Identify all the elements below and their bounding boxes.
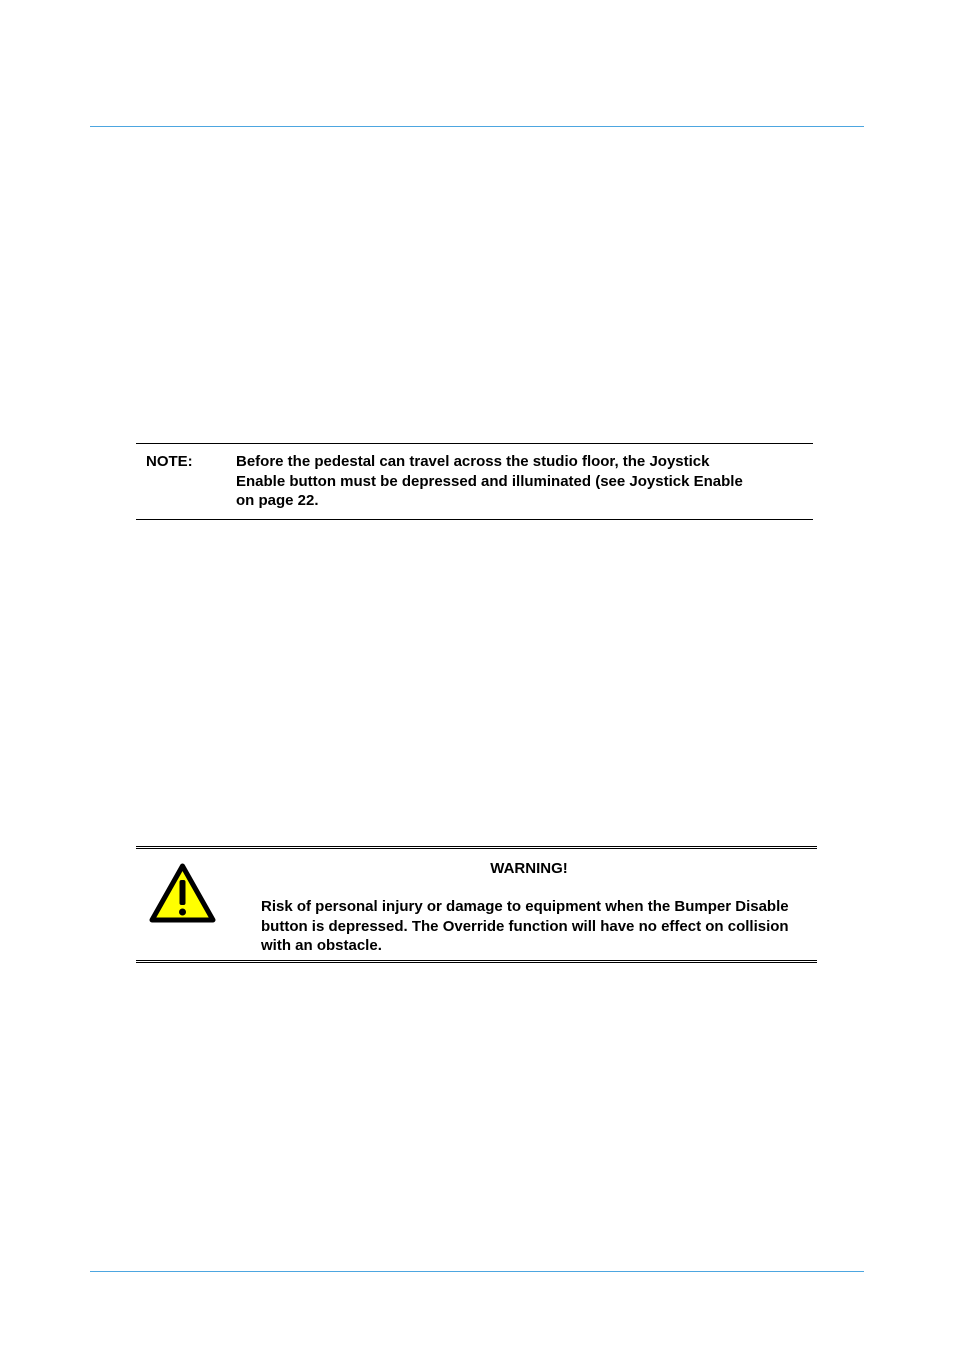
warning-text: Risk of personal injury or damage to equipment when the Bumper Disable button is depressed. The Override function will have no effect on collision with an obstacle. [261,898,789,954]
warning-title: WARNING! [490,860,568,877]
footer-rule [90,1271,864,1272]
note-label: NOTE: [146,453,193,470]
warning-box [136,846,817,963]
warning-triangle-icon [149,863,216,923]
note-text: Before the pedestal can travel across the studio floor, the Joystick Enable button must be depressed and illuminated (see Joystick Enable on page 22. [236,453,743,509]
header-rule [90,126,864,127]
note-box [136,443,813,520]
